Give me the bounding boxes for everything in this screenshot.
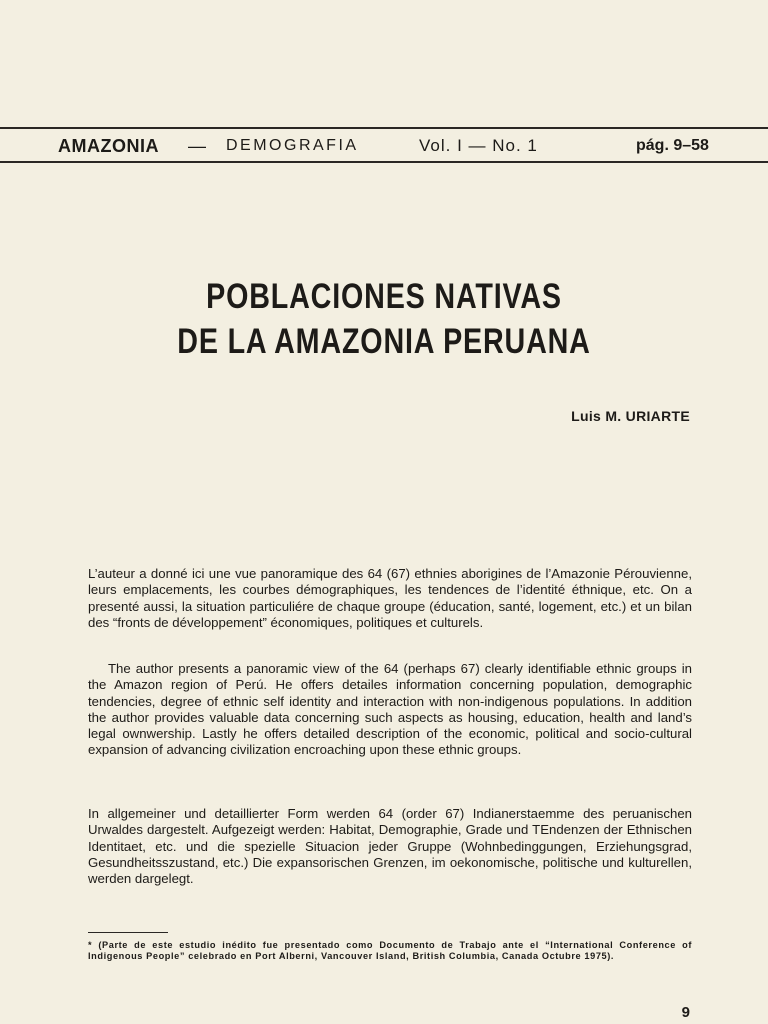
header-rule-bottom	[0, 161, 768, 163]
article-title-line-2: DE LA AMAZONIA PERUANA	[177, 322, 591, 361]
section-name: DEMOGRAFIA	[226, 137, 359, 154]
article-title-line-1: POBLACIONES NATIVAS	[206, 277, 562, 316]
journal-name: AMAZONIA	[58, 136, 159, 156]
volume-number: Vol. I — No. 1	[419, 136, 538, 155]
abstract-german: In allgemeiner und detaillierter Form werden 64 (order 67) Indianerstaemme des peruanischen Urwaldes dargestelt. Aufgezeigt werden: Habitat, Demographie, Grade und TEndenzen der Ethnischen Identitaet, etc. und die spezielle Situacion jeder Gruppe (Wohnbedinggungen, Erziehungsgrad, Gesundheitsszustand, etc.) Die expansorischen Grenzen, im oekonomische, politische und kulturellen, werden dargelegt.	[88, 806, 692, 887]
page-range: pág. 9–58	[636, 137, 709, 154]
abstract-english: The author presents a panoramic view of the 64 (perhaps 67) clearly identifiable ethnic groups in the Amazon region of Perú. He offers detailes information concerning population, demographic tendencies, degree of ethnic self identity and interaction with non-indigenous populations. In addition the author provides valuable data concerning such aspects as housing, education, health and land’s legal ownwership. Lastly he offers detailed description of the economic, political and socio-cultural expansion of advancing civilization encroaching upon these ethnic groups.	[88, 661, 692, 758]
footnote-rule	[88, 932, 168, 933]
header-rule-top	[0, 127, 768, 129]
running-header	[58, 133, 722, 159]
author-name: Luis M. URIARTE	[571, 408, 690, 424]
footnote: * (Parte de este estudio inédito fue presentado como Documento de Trabajo ante el “International Conference of Indigenous People” celebrado en Port Alberni, Vancouver Island, British Columbia, Canada Octubre 1975).	[88, 940, 692, 962]
header-dash: —	[188, 136, 206, 156]
abstract-french: L’auteur a donné ici une vue panoramique des 64 (67) ethnies aborigines de l’Amazonie Pérouvienne, leurs emplacements, les courbes démographiques, les tendences de l’identité éthnique, etc. On a presenté aussi, la situation particuliére de chaque groupe (éducation, santé, logement, etc.) et un bilan des “fronts de développement” économiques, politiques et culturels.	[88, 566, 692, 630]
page-number: 9	[681, 1004, 690, 1021]
